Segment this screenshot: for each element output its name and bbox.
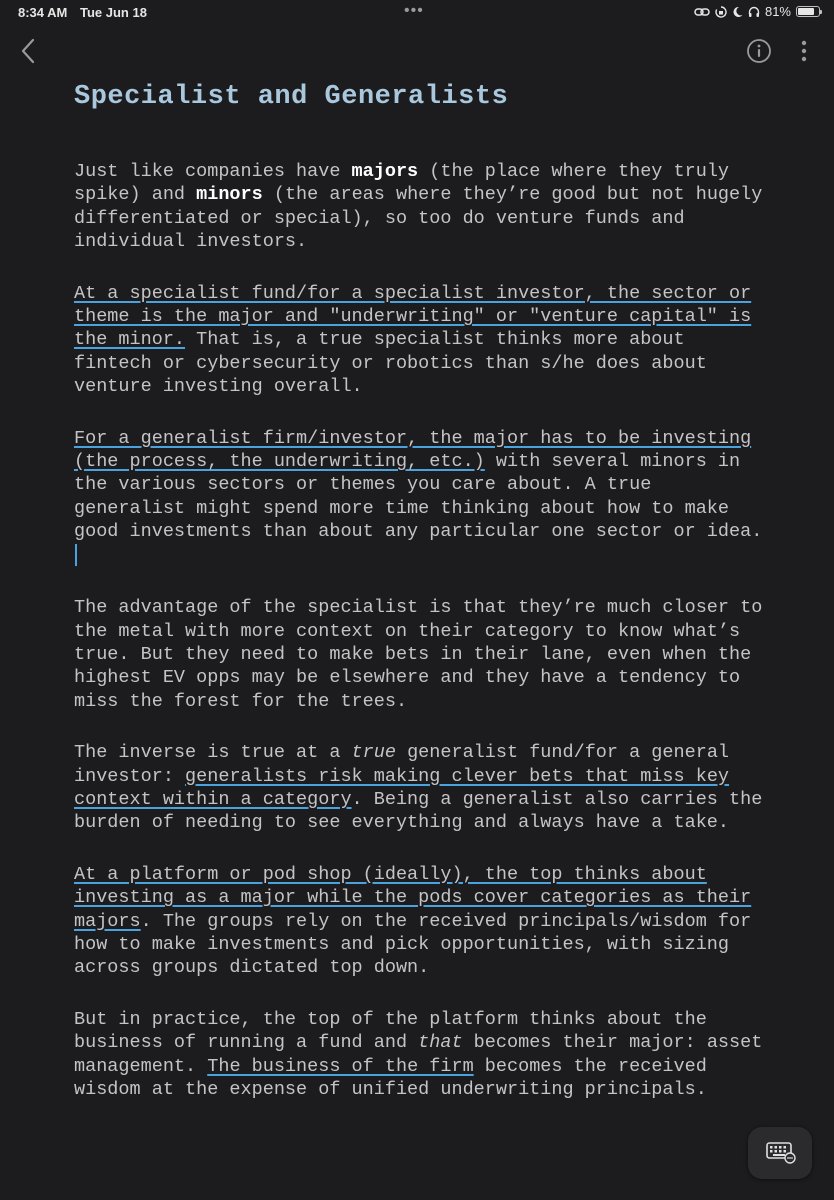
info-button[interactable] [746, 38, 772, 64]
link-icon [694, 6, 710, 18]
document-body[interactable] [74, 160, 764, 1129]
highlighted-text: The business of the firm [207, 1055, 474, 1077]
text-run: (the place where they truly spike) and [74, 161, 730, 206]
text-run: But in practice, the top of the platform thinks about the business of running a fund and [74, 1008, 707, 1054]
info-icon [746, 38, 772, 64]
bold-text: majors [351, 161, 419, 182]
text-run: That is, a true specialist thinks more about fintech or cybersecurity or robotics than s/he does about venture investing overall. [74, 329, 707, 398]
battery-cap [820, 10, 822, 14]
status-bar [0, 0, 834, 26]
highlighted-text: At a platform or pod shop (ideally), the top thinks about investing as a major while the pods cover categories as their majors [74, 863, 752, 932]
lock-rotation-icon [715, 6, 727, 18]
text-run: . Being a generalist also carries the burden of needing to see everything and always have a take. [74, 788, 763, 834]
italic-text: true [351, 742, 396, 764]
status-indicators [694, 4, 820, 19]
text-cursor [75, 544, 77, 566]
keyboard-dismiss-icon [748, 1127, 812, 1179]
keyboard-dismiss-button[interactable] [748, 1127, 812, 1179]
bold-text: minors [196, 184, 263, 206]
back-button[interactable] [14, 36, 44, 66]
status-time: 8:34 AM [18, 5, 68, 20]
chevron-left-icon [14, 36, 44, 66]
toolbar [0, 26, 834, 76]
text-run: generalist fund/for a general investor: [74, 742, 730, 787]
text-run: becomes the received wisdom at the expense of unified underwriting principals. [74, 1055, 707, 1100]
paragraph[interactable] [74, 741, 764, 835]
text-run: The advantage of the specialist is that they’re much closer to the metal with more context on their category to know what’s true. But they need to make bets in their lane, even when the highest EV opps may be elsewhere and they have a tendency to miss the forest for the trees. [74, 597, 763, 712]
paragraph[interactable] [74, 282, 764, 399]
text-run: with several minors in the various sectors or themes you care about. A true generalist might spend more time thinking about how to make good investments than about any particular one sector or idea. [74, 451, 763, 543]
text-run: . The groups rely on the received principals/wisdom for how to make investments and pick opportunities, with sizing across groups dictated top down. [74, 910, 752, 979]
text-run: becomes their major: asset management. [74, 1032, 763, 1077]
multitasking-dots-icon[interactable]: ••• [404, 2, 424, 19]
status-date: Tue Jun 18 [80, 5, 147, 20]
italic-text: that [418, 1032, 463, 1054]
headphones-icon [748, 6, 760, 18]
vertical-ellipsis-icon [794, 38, 814, 64]
text-run: Just like companies have [74, 161, 352, 182]
battery-percent: 81% [764, 4, 791, 19]
paragraph[interactable] [74, 596, 764, 713]
paragraph[interactable] [74, 863, 764, 980]
paragraph[interactable] [74, 427, 764, 568]
highlighted-text: At a specialist fund/for a specialist investor, the sector or theme is the major and "underwriting" or "venture capital" is the minor. [74, 282, 752, 351]
highlighted-text: generalists risk making clever bets that miss key context within a category [74, 765, 730, 810]
paragraph[interactable] [74, 1008, 764, 1102]
battery-icon [796, 6, 820, 17]
battery-fill [798, 8, 814, 15]
document-title[interactable]: Specialist and Generalists [74, 82, 509, 112]
more-button[interactable] [794, 38, 814, 64]
text-run: (the areas where they’re good but not hugely differentiated or special), so too do venture funds and individual investors. [74, 184, 763, 253]
paragraph[interactable] [74, 160, 764, 254]
moon-icon [732, 6, 743, 18]
highlighted-text: For a generalist firm/investor, the major has to be investing (the process, the underwriting, etc.) [74, 427, 752, 473]
text-run: The inverse is true at a [74, 742, 352, 764]
